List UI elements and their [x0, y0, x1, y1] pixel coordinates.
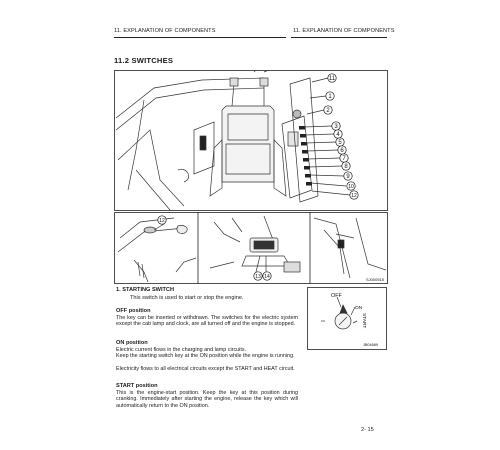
- svg-text:9: 9: [346, 174, 350, 180]
- svg-text:4: 4: [336, 132, 340, 138]
- callout-3: [332, 122, 340, 130]
- cab-switches-illustration: [114, 70, 388, 211]
- starting-switch-key-illustration: [307, 287, 387, 350]
- header-right: 11. EXPLANATION OF COMPONENTS: [293, 28, 395, 34]
- starting-switch-description: This switch is used to start or stop the engine.: [130, 295, 244, 301]
- header-rule-right: [291, 37, 387, 38]
- callout-1: [326, 92, 334, 100]
- key-start-label: START: [361, 313, 366, 329]
- svg-text:12: 12: [159, 218, 165, 224]
- off-position-title: OFF position: [116, 308, 151, 314]
- on-position-title: ON position: [116, 340, 148, 346]
- on-position-text-2: Keep the starting switch key at the ON position while the engine is running.: [116, 353, 295, 359]
- callout-2: [324, 106, 332, 114]
- svg-text:11: 11: [328, 76, 336, 82]
- on-position-text-3: Electricity flows to all electrical circuits except the START and HEAT circuit.: [116, 366, 295, 372]
- start-position-title: START position: [116, 383, 158, 389]
- svg-text:7: 7: [342, 156, 346, 162]
- figure-code: SJ000515: [366, 277, 385, 282]
- key-on-label: ON: [355, 306, 363, 311]
- svg-text:3: 3: [334, 124, 338, 130]
- page-number: 2- 15: [361, 427, 374, 433]
- svg-text:8: 8: [344, 164, 348, 170]
- callout-9: [344, 172, 352, 180]
- svg-text:13: 13: [255, 274, 261, 280]
- callout-6: [338, 146, 346, 154]
- starting-switch-heading: 1. STARTING SWITCH: [116, 287, 175, 293]
- header-rule-left: [114, 37, 286, 38]
- svg-text:1: 1: [328, 94, 332, 100]
- key-figure-code: JB04689: [363, 343, 378, 347]
- callout-11: [328, 74, 336, 82]
- svg-text:6: 6: [340, 148, 344, 154]
- svg-text:5: 5: [338, 140, 342, 146]
- callout-12-detail: [158, 216, 166, 224]
- callout-10: [347, 182, 355, 190]
- off-position-text: The key can be inserted or withdrawn. The switches for the electric system except the cab lamp and clock, are all turned off and the engine is stopped.: [116, 315, 298, 328]
- on-position-text-1: Electric current flows in the charging and lamp circuits.: [116, 347, 247, 353]
- callout-7: [340, 154, 348, 162]
- svg-text:14: 14: [264, 274, 270, 280]
- detail-illustrations: [114, 212, 388, 284]
- callout-14: [263, 272, 271, 280]
- callout-8: [342, 162, 350, 170]
- header-left: 11. EXPLANATION OF COMPONENTS: [114, 28, 216, 34]
- callout-13: [254, 272, 262, 280]
- callout-4: [334, 130, 342, 138]
- key-off-label: OFF: [331, 293, 342, 299]
- section-title: 11.2 SWITCHES: [114, 56, 174, 65]
- callout-12: [350, 191, 358, 199]
- svg-text:10: 10: [348, 184, 354, 190]
- svg-text:12: 12: [351, 193, 357, 199]
- callout-5: [336, 138, 344, 146]
- svg-text:2: 2: [326, 108, 330, 114]
- start-position-text: This is the engine-start position. Keep the key at this position during cranking. Immediately after starting the engine, release the key which will automatically return to the ON position.: [116, 390, 298, 409]
